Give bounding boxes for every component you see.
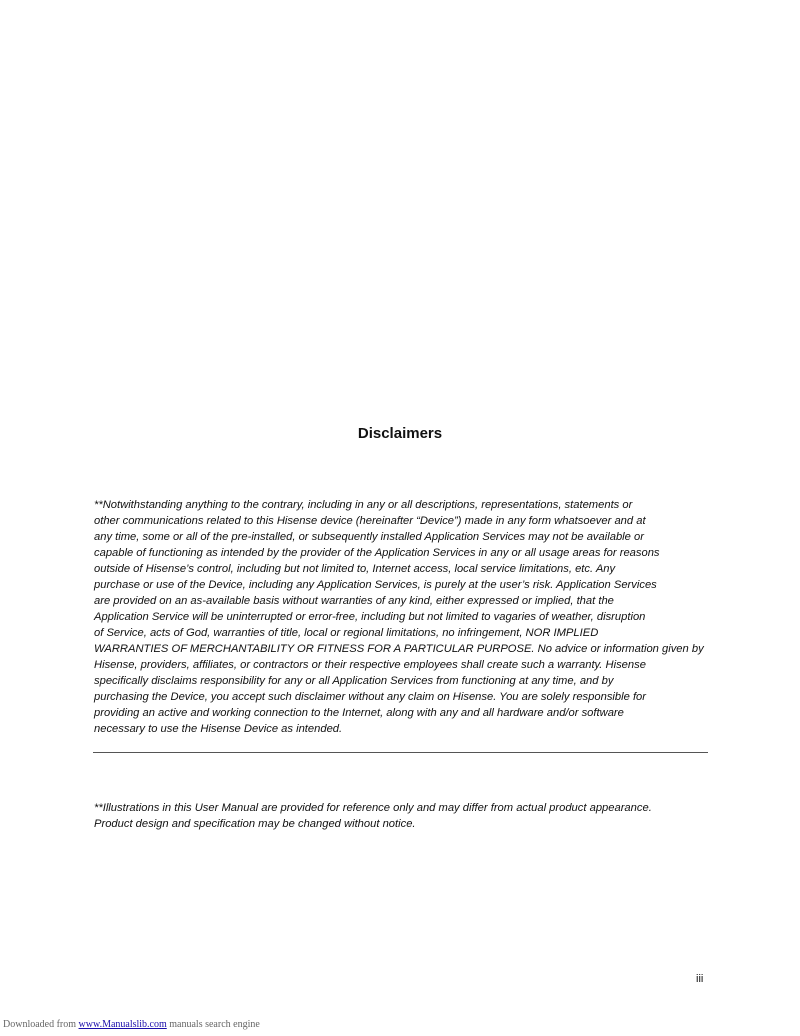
page-number: iii <box>696 973 704 985</box>
text-line: WARRANTIES OF MERCHANTABILITY OR FITNESS FOR A PARTICULAR PURPOSE. No advice or information given by <box>94 643 704 655</box>
text-line: outside of Hisense’s control, including but not limited to, Internet access, local service limitations, etc. Any <box>94 563 616 575</box>
download-footer <box>3 1019 260 1030</box>
text-line: other communications related to this Hisense device (hereinafter “Device”) made in any form whatsoever and at <box>94 515 646 527</box>
text-line: Hisense, providers, affiliates, or contractors or their respective employees shall create such a warranty. Hisense <box>94 659 646 671</box>
text-line: capable of functioning as intended by the provider of the Application Services in any or all usage areas for reasons <box>94 547 660 559</box>
text-line: Product design and specification may be changed without notice. <box>94 818 416 830</box>
text-line: any time, some or all of the pre-installed, or subsequently installed Application Services may not be available or <box>94 531 644 543</box>
text-line: specifically disclaims responsibility for any or all Application Services from functioning at any time, and by <box>94 675 614 687</box>
text-line: purchasing the Device, you accept such disclaimer without any claim on Hisense. You are solely responsible for <box>94 691 646 703</box>
text-line: Application Service will be uninterrupted or error-free, including but not limited to vagaries of weather, disruption <box>94 611 646 623</box>
footer-prefix: Downloaded from <box>3 1019 79 1030</box>
text-line: are provided on an as-available basis without warranties of any kind, either expressed or implied, that the <box>94 595 614 607</box>
text-line: purchase or use of the Device, including any Application Services, is purely at the user’s risk. Application Services <box>94 579 657 591</box>
text-line: of Service, acts of God, warranties of title, local or regional limitations, no infringement, NOR IMPLIED <box>94 627 599 639</box>
text-line: **Illustrations in this User Manual are provided for reference only and may differ from actual product appearance. <box>94 802 652 814</box>
disclaimer-paragraph <box>94 497 704 737</box>
text-line: **Notwithstanding anything to the contrary, including in any or all descriptions, representations, statements or <box>94 499 633 511</box>
page-title: Disclaimers <box>357 425 443 442</box>
text-line: providing an active and working connection to the Internet, along with any and all hardware and/or software <box>94 707 624 719</box>
divider <box>93 752 708 753</box>
footer-suffix: manuals search engine <box>166 1019 260 1030</box>
illustrations-note <box>94 800 652 832</box>
text-line: necessary to use the Hisense Device as intended. <box>94 723 343 735</box>
manualslib-link[interactable]: www.Manualslib.com <box>78 1019 167 1030</box>
